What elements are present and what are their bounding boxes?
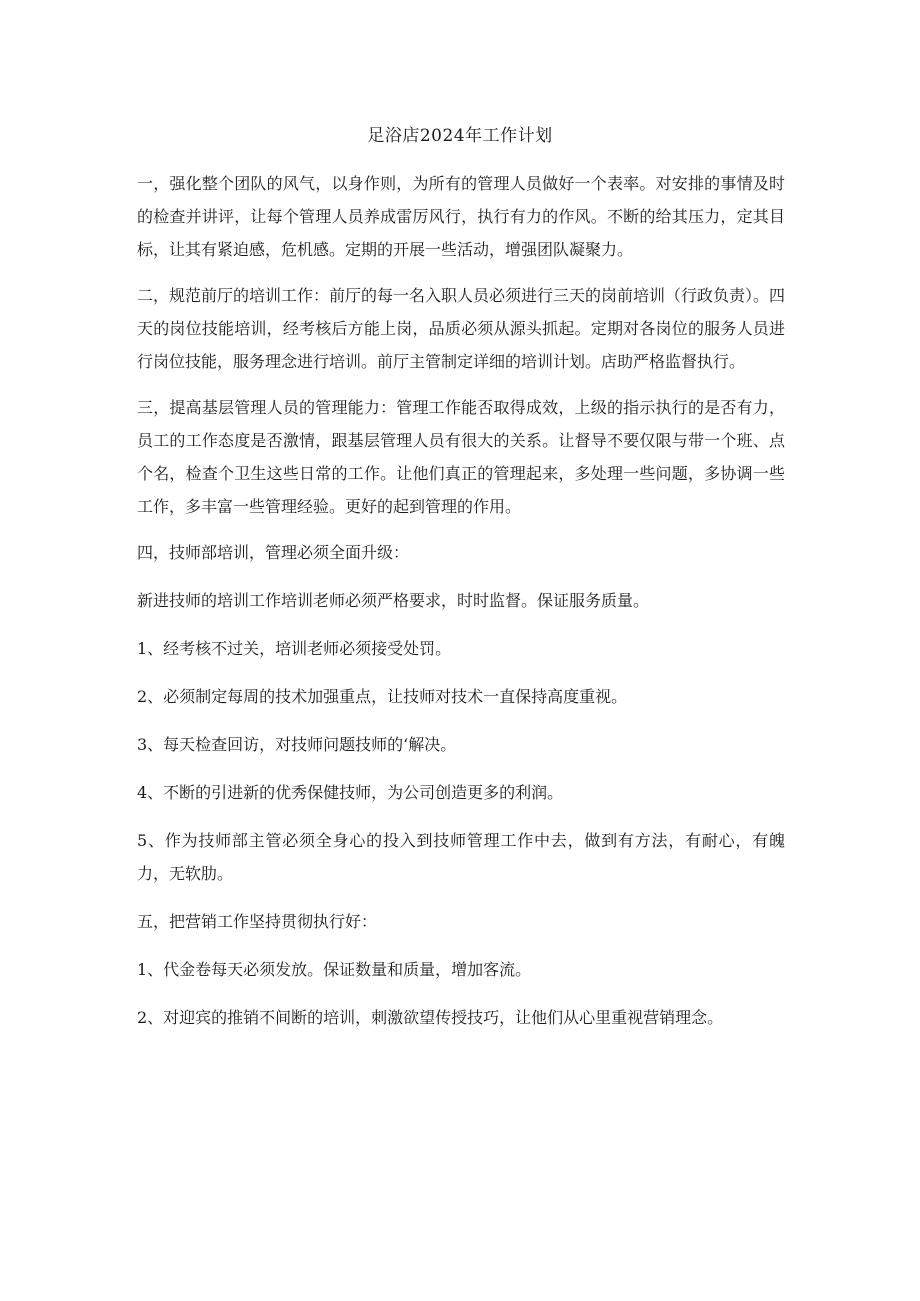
document-body [137,167,785,1049]
heading-section-4: 四，技师部培训，管理必须全面升级： [137,543,410,562]
list-item: 5、作为技师部主管必须全身心的投入到技师管理工作中去，做到有方法，有耐心，有魄力，无软肋。 [137,831,785,883]
paragraph-technician-training: 新进技师的培训工作培训老师必须严格要求，时时监督。保证服务质量。 [137,591,650,610]
list-item: 4、不断的引进新的优秀保健技师，为公司创造更多的利润。 [137,783,564,802]
list-item: 3、每天检查回访，对技师问题技师的‘解决。 [137,735,457,754]
paragraph-section-3: 三，提高基层管理人员的管理能力：管理工作能否取得成效，上级的指示执行的是否有力，员工的工作态度是否激情，跟基层管理人员有很大的关系。让督导不要仅限与带一个班、点个名，检查个卫生这些日常的工作。让他们真正的管理起来，多处理一些问题，多协调一些工作，多丰富一些管理经验。更好的起到管理的作用。 [137,398,785,516]
document-title: 足浴店2024年工作计划 [367,126,553,146]
paragraph-section-2: 二，规范前厅的培训工作：前厅的每一名入职人员必须进行三天的岗前培训（行政负责）。四天的岗位技能培训，经考核后方能上岗，品质必须从源头抓起。定期对各岗位的服务人员进行岗位技能，服务理念进行培训。前厅主管制定详细的培训计划。店助严格监督执行。 [137,286,786,371]
heading-section-5: 五，把营销工作坚持贯彻执行好： [137,912,378,931]
list-item: 1、经考核不过关，培训老师必须接受处罚。 [137,639,452,658]
list-item: 2、对迎宾的推销不间断的培训，刺激欲望传授技巧，让他们从心里重视营销理念。 [137,1008,724,1027]
list-item: 2、必须制定每周的技术加强重点，让技师对技术一直保持高度重视。 [137,687,628,706]
list-item: 1、代金卷每天必须发放。保证数量和质量，增加客流。 [137,960,532,979]
paragraph-section-1: 一，强化整个团队的风气，以身作则，为所有的管理人员做好一个表率。对安排的事情及时的检查并讲评，让每个管理人员养成雷厉风行，执行有力的作风。不断的给其压力，定其目标，让其有紧迫感，危机感。定期的开展一些活动，增强团队凝聚力。 [137,174,785,259]
